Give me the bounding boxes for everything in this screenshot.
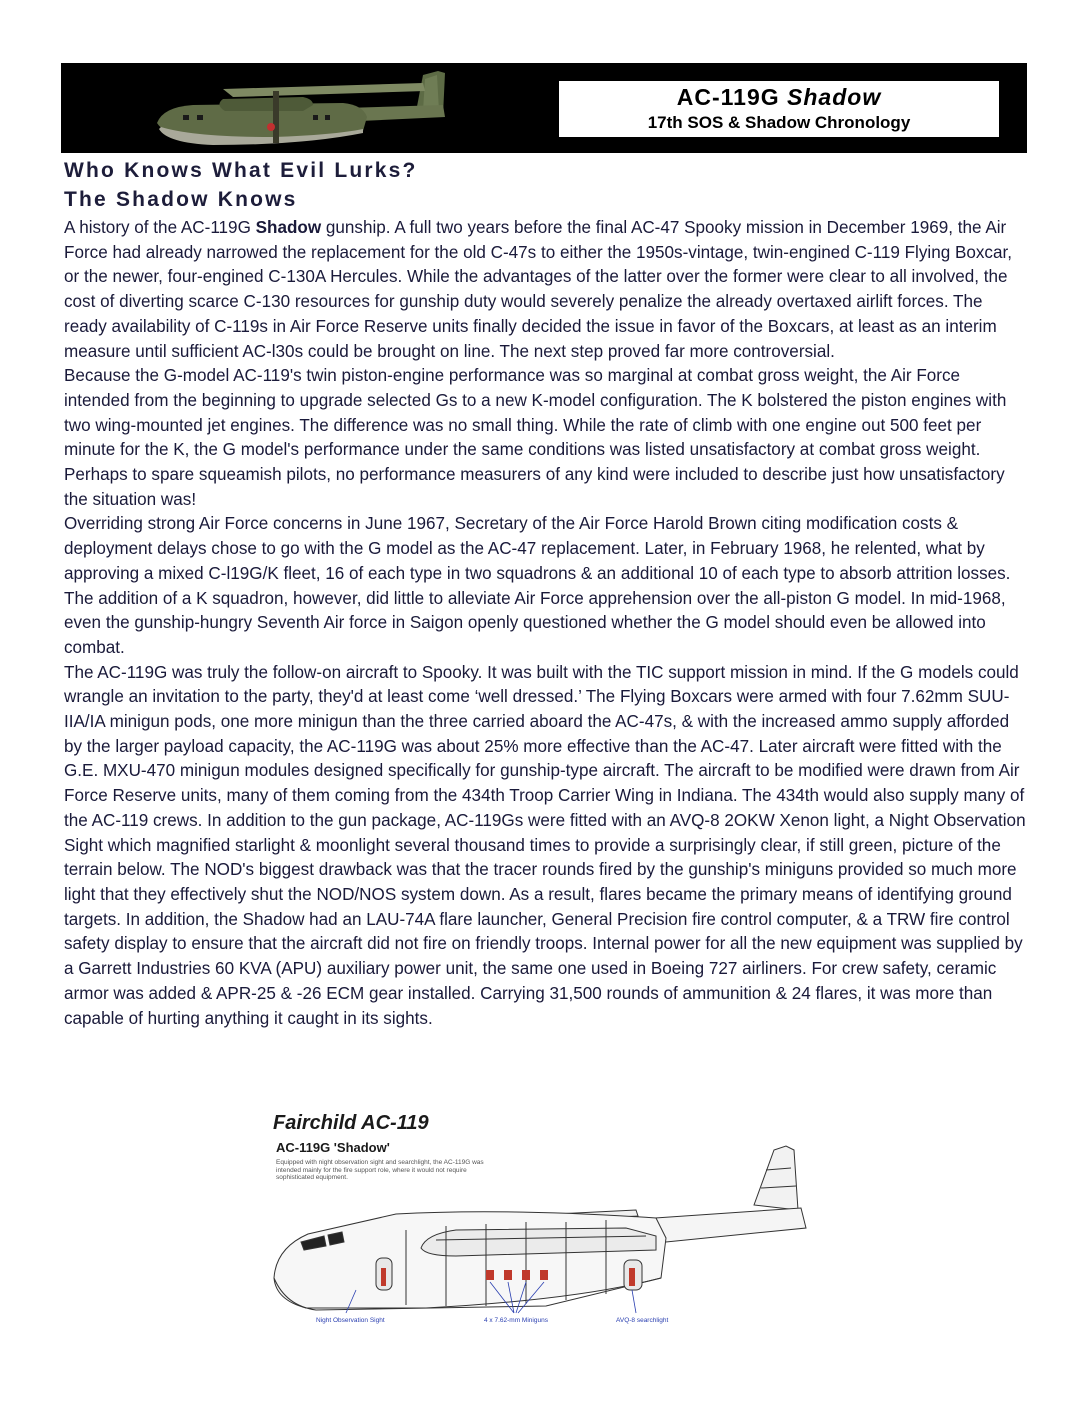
label-searchlight: AVQ-8 searchlight [616,1317,669,1324]
page-subtitle: 17th SOS & Shadow Chronology [647,113,911,132]
figure-caption: Equipped with night observation sight and searchlight, the AC-119G was intended mainly for the fire support role, where it would not require sophisticated equipment. [276,1159,484,1181]
p1-bold: Shadow [255,218,322,237]
aircraft-diagram [246,1110,846,1335]
section-headings [64,156,418,214]
title-italic: Shadow [787,84,882,110]
p1-rest: gunship. A full two years before the final AC-47 Spooky mission in December 1969, the Air Force had already narrowed the replacement for the old C-47s to either the 1950s-vintage, twin-engined C-119 Flying Boxcar, or the newer, four-engined C-130A Hercules. While the advantages of the latter over the former were clear to all involved, the cost of diverting scarce C-130 resources for gunship duty would severely penalize the already overtaxed airlift forces. The ready availability of C-119s in Air Force Reserve units finally decided the issue in favor of the Boxcars, at least as an interim measure until sufficient AC-l30s could be brought on line. The next step proved far more controversial. [64,218,1012,361]
page-title [559,84,999,111]
aircraft-side-view [246,1110,846,1335]
header-banner [61,63,1027,153]
article-body [64,216,1026,1031]
paragraph-4: The AC-119G was truly the follow-on aircraft to Spooky. It was built with the TIC support mission in mind. If the G models could wrangle an invitation to the party, they'd at least come ‘well dressed.’ The Flying Boxcars were armed with four 7.62mm SUU-IIA/IA minigun pods, one more minigun than the three carried aboard the AC-47s, & with the increased ammo supply afforded by the larger payload capacity, the AC-119G was about 25% more effective than the AC-47. Later aircraft were fitted with the G.E. MXU-470 minigun modules designed specifically for gunship-type aircraft. The aircraft to be modified were drawn from Air Force Reserve units, many of them coming from the 434th Troop Carrier Wing in Indiana. The 434th would also supply many of the AC-119 crews. In addition to the gun package, AC-119Gs were fitted with an AVQ-8 2OKW Xenon light, a Night Observation Sight which magnified starlight & moonlight several thousand times to provide a surprisingly clear, if still green, picture of the terrain below. The NOD's biggest drawback was that the tracer rounds fired by the gunship's miniguns provided so much more light that they effectively shut the NOD/NOS system down. As a result, flares became the primary means of identifying ground targets. In addition, the Shadow had an LAU-74A flare launcher, General Precision fire control computer, & a TRW fire control safety display to ensure that the aircraft did not fire on friendly troops. Internal power for all the new equipment was supplied by a Garrett Industries 60 KVA (APU) auxiliary power unit, the same one used in Boeing 727 airliners. For crew safety, ceramic armor was added & APR-25 & -26 ECM gear installed. Carrying 31,500 rounds of ammunition & 24 flares, it was more than capable of hurting anything it caught in its sights. [64,662,1026,1028]
heading-line-1: Who Knows What Evil Lurks? [64,159,418,182]
title-box [558,80,1000,138]
figure-title: Fairchild AC-119 [273,1112,429,1134]
heading-line-2: The Shadow Knows [64,188,298,211]
title-prefix: AC-119G [676,84,780,110]
aircraft-illustration [153,65,453,151]
p1-intro: A history of the AC-119G [64,218,256,237]
paragraph-1 [64,216,1026,364]
figure-subtitle: AC-119G 'Shadow' [276,1140,390,1155]
label-miniguns: 4 x 7.62-mm Miniguns [484,1317,548,1324]
paragraph-2: Because the G-model AC-119's twin piston-engine performance was so marginal at combat gross weight, the Air Force intended from the beginning to upgrade selected Gs to a new K-model configuration. The K bolstered the piston engines with two wing-mounted jet engines. The difference was no small thing. While the rate of climb with one engine out 500 feet per minute for the K, the G model's performance under the same conditions was listed unsatisfactory at combat gross weight. Perhaps to spare squeamish pilots, no performance measurers of any kind were included to describe just how unsatisfactory the situation was! [64,366,1007,509]
label-night-observation-sight: Night Observation Sight [316,1317,385,1324]
paragraph-3: Overriding strong Air Force concerns in June 1967, Secretary of the Air Force Harold Brown citing modification costs & deployment delays chose to go with the G model as the AC-47 replacement. Later, in February 1968, he relented, what by approving a mixed C-l19G/K fleet, 16 of each type in two squadrons & an additional 10 of each type to absorb attrition losses. The addition of a K squadron, however, did little to alleviate Air Force apprehension over the all-piston G model. In mid-1968, even the gunship-hungry Seventh Air force in Saigon openly questioned whether the G model should even be allowed into combat. [64,514,1011,657]
